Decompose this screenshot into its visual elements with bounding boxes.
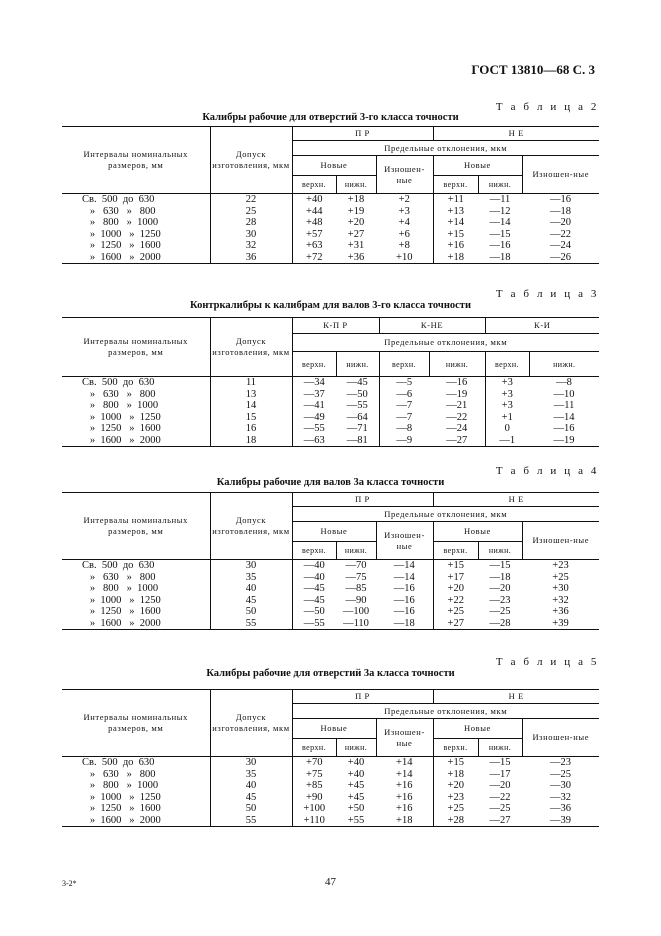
table-row: » 1600 » 2000 18 —63 —81 —9 —27 —1 —19: [62, 435, 599, 447]
lower-header: нижн.: [429, 352, 485, 377]
lower-header: нижн.: [529, 352, 599, 377]
upper-header: верхн.: [485, 352, 529, 377]
pr-header: П Р: [292, 127, 433, 141]
lower-header: нижн.: [336, 352, 379, 377]
tolerance-header: Допуск изготовления, мкм: [210, 318, 292, 377]
lower-header: нижн.: [478, 176, 522, 194]
table-row: » 1250 » 1600 16 —55 —71 —8 —24 0 —16: [62, 423, 599, 435]
pr-header: П Р: [292, 493, 433, 507]
table-row: Св. 500 до 630 11 —34 —45 —5 —16 +3 —8: [62, 377, 599, 389]
table-number: Т а б л и ц а 3: [495, 288, 599, 300]
table-row: Св. 500 до 630 22 +40 +18 +2 +11 —11 —16: [62, 194, 599, 206]
table-row: » 1000 » 1250 45 +90 +45 +16 +23 —22 —32: [62, 792, 599, 804]
table-row: » 630 » 800 13 —37 —50 —6 —19 +3 —10: [62, 389, 599, 401]
new-header: Новые: [433, 156, 522, 176]
worn-header: Изношен-ные: [376, 522, 433, 560]
new-header: Новые: [292, 719, 376, 739]
tolerance-header: Допуск изготовления, мкм: [210, 493, 292, 560]
deviations-header: Предельные отклонения, мкм: [292, 704, 599, 719]
tolerance-header: Допуск изготовления, мкм: [210, 127, 292, 194]
upper-header: верхн.: [433, 176, 478, 194]
table-title: Контркалибры к калибрам для валов 3-го класса точности: [190, 300, 471, 311]
upper-header: верхн.: [292, 352, 336, 377]
upper-header: верхн.: [433, 739, 478, 757]
upper-header: верхн.: [379, 352, 429, 377]
lower-header: нижн.: [336, 542, 376, 560]
intervals-header: Интервалы номинальных размеров, мм: [62, 318, 210, 377]
deviations-header: Предельные отклонения, мкм: [292, 141, 599, 156]
table-row: » 800 » 1000 14 —41 —55 —7 —21 +3 —11: [62, 400, 599, 412]
gauge-table-2: [62, 126, 599, 264]
k-i-header: К-И: [485, 318, 599, 334]
table-title: Калибры рабочие для отверстий 3а класса точности: [206, 668, 455, 679]
worn-header: Изношен-ные: [376, 719, 433, 757]
new-header: Новые: [292, 522, 376, 542]
upper-header: верхн.: [292, 739, 336, 757]
table-row: » 1000 » 1250 45 —45 —90 —16 +22 —23 +32: [62, 595, 599, 607]
table-row: Св. 500 до 630 30 +70 +40 +14 +15 —15 —23: [62, 757, 599, 769]
intervals-header: Интервалы номинальных размеров, мм: [62, 690, 210, 757]
worn-header: Изношен-ные: [522, 719, 599, 757]
table-row: » 800 » 1000 28 +48 +20 +4 +14 —14 —20: [62, 217, 599, 229]
table-row: » 1250 » 1600 32 +63 +31 +8 +16 —16 —24: [62, 240, 599, 252]
table-row: » 1600 » 2000 55 —55 —110 —18 +27 —28 +39: [62, 618, 599, 630]
table-row: » 1250 » 1600 50 +100 +50 +16 +25 —25 —36: [62, 803, 599, 815]
table-row: Св. 500 до 630 30 —40 —70 —14 +15 —15 +23: [62, 560, 599, 572]
footer-signature-mark: 3-2*: [62, 879, 77, 888]
intervals-header: Интервалы номинальных размеров, мм: [62, 127, 210, 194]
table-number: Т а б л и ц а 4: [495, 465, 599, 477]
worn-header: Изношен-ные: [522, 156, 599, 194]
new-header: Новые: [433, 719, 522, 739]
page-number: 47: [325, 876, 336, 888]
k-pr-header: К-П Р: [292, 318, 379, 334]
ne-header: Н Е: [433, 493, 599, 507]
pr-header: П Р: [292, 690, 433, 704]
table-row: » 800 » 1000 40 +85 +45 +16 +20 —20 —30: [62, 780, 599, 792]
table-row: » 1600 » 2000 36 +72 +36 +10 +18 —18 —26: [62, 252, 599, 264]
table-row: » 800 » 1000 40 —45 —85 —16 +20 —20 +30: [62, 583, 599, 595]
table-row: » 1000 » 1250 30 +57 +27 +6 +15 —15 —22: [62, 229, 599, 241]
k-ne-header: К-НЕ: [379, 318, 485, 334]
upper-header: верхн.: [292, 542, 336, 560]
lower-header: нижн.: [478, 739, 522, 757]
table-number: Т а б л и ц а 2: [495, 101, 599, 113]
lower-header: нижн.: [336, 176, 376, 194]
table-title: Калибры рабочие для валов 3а класса точности: [216, 477, 445, 488]
deviations-header: Предельные отклонения, мкм: [292, 507, 599, 522]
table-title: Калибры рабочие для отверстий 3-го класса точности: [202, 112, 459, 123]
lower-header: нижн.: [336, 739, 376, 757]
worn-header: Изношен-ные: [522, 522, 599, 560]
upper-header: верхн.: [433, 542, 478, 560]
deviations-header: Предельные отклонения, мкм: [292, 334, 599, 352]
table-number: Т а б л и ц а 5: [495, 656, 599, 668]
table-row: » 1250 » 1600 50 —50 —100 —16 +25 —25 +36: [62, 606, 599, 618]
new-header: Новые: [292, 156, 376, 176]
upper-header: верхн.: [292, 176, 336, 194]
ne-header: Н Е: [433, 690, 599, 704]
table-row: » 630 » 800 25 +44 +19 +3 +13 —12 —18: [62, 206, 599, 218]
gauge-table-4: [62, 492, 599, 630]
ne-header: Н Е: [433, 127, 599, 141]
worn-header: Изношен-ные: [376, 156, 433, 194]
page-header: ГОСТ 13810—68 С. 3: [471, 62, 595, 77]
table-row: » 630 » 800 35 +75 +40 +14 +18 —17 —25: [62, 769, 599, 781]
table-row: » 1000 » 1250 15 —49 —64 —7 —22 +1 —14: [62, 412, 599, 424]
lower-header: нижн.: [478, 542, 522, 560]
table-row: » 630 » 800 35 —40 —75 —14 +17 —18 +25: [62, 572, 599, 584]
tolerance-header: Допуск изготовления, мкм: [210, 690, 292, 757]
new-header: Новые: [433, 522, 522, 542]
gauge-table-5: [62, 689, 599, 827]
intervals-header: Интервалы номинальных размеров, мм: [62, 493, 210, 560]
table-row: » 1600 » 2000 55 +110 +55 +18 +28 —27 —39: [62, 815, 599, 827]
counter-gauge-table-3: [62, 317, 599, 447]
